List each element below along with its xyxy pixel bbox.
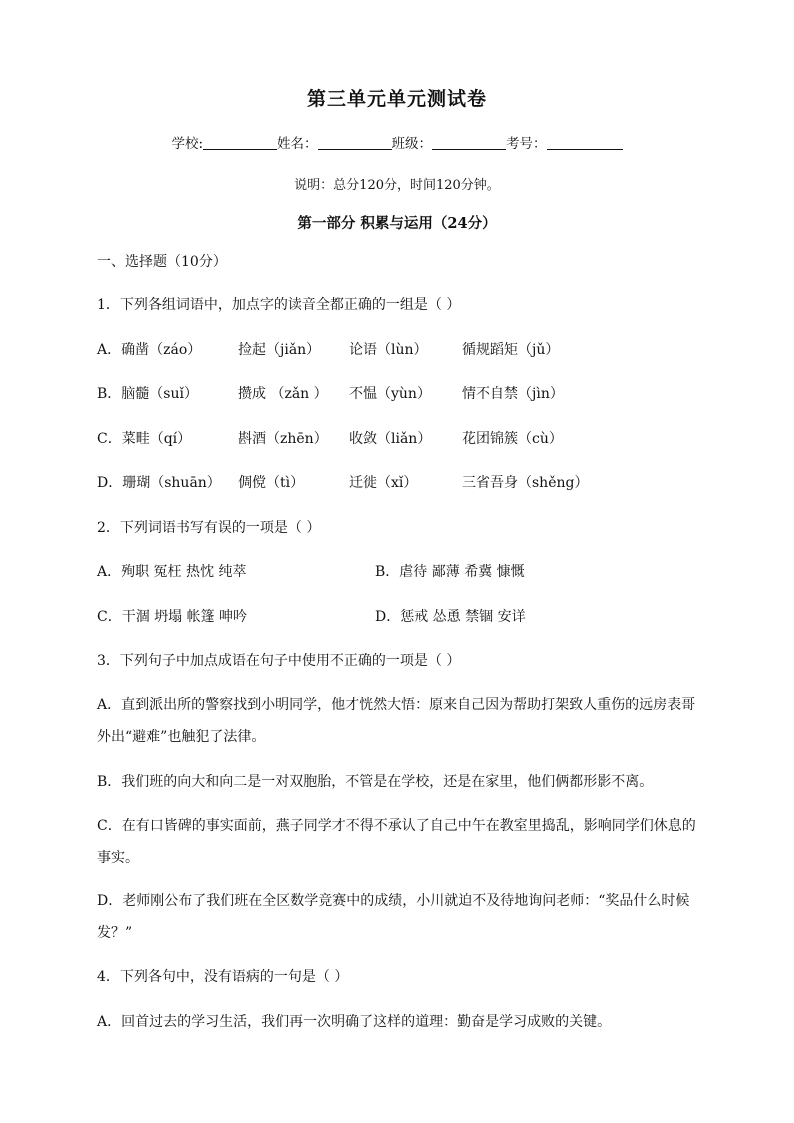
name-blank[interactable] [318,135,392,150]
section-heading: 一、选择题（10分） [97,254,227,270]
school-label: 学校: [171,136,204,152]
page-title: 第三单元单元测试卷 [306,88,487,110]
school-blank[interactable] [203,135,277,150]
q4-option-a: A．回首过去的学习生活，我们再一次明确了这样的道理：勤奋是学习成败的关键。 [97,1014,612,1030]
exam-note: 说明：总分120分，时间120分钟。 [294,178,500,193]
student-info-line [0,132,794,152]
q3-option-d-line-1: D．老师刚公布了我们班在全区数学竞赛中的成绩，小川就迫不及待地询问老师：“奖品什么时候 [97,893,690,909]
q1-option-a-4: 循规蹈矩（jǔ） [462,342,560,358]
q3-option-c-line-2: 事实。 [97,850,139,866]
q1-option-d-4: 三省吾身（shěng） [462,475,589,491]
q3-option-a-line-2: 外出“避难”也触犯了法律。 [97,729,266,745]
q3-option-a-line-1: A．直到派出所的警察找到小明同学，他才恍然大悟：原来自己因为帮助打架致人重伤的远房表哥 [97,697,696,713]
q2-option-a: A．殉职 冤枉 热忱 纯萃 [97,564,247,580]
class-blank[interactable] [432,135,506,150]
q1-option-b-4: 情不自禁（jìn） [462,386,564,402]
question-3-stem: 3．下列句子中加点成语在句子中使用不正确的一项是（ ） [97,653,461,669]
name-label: 姓名： [277,136,318,152]
q2-option-c: C．干涸 坍塌 帐篷 呻吟 [97,609,248,625]
question-1-stem: 1．下列各组词语中，加点字的读音全都正确的一组是（ ） [97,297,461,313]
q2-option-b: B．虐待 鄙薄 希冀 慷慨 [375,564,525,580]
q1-option-b-2: 攒成 （zǎn ） [238,386,328,402]
question-4-stem: 4．下列各句中，没有语病的一句是（ ） [97,969,349,985]
exam-number-blank[interactable] [547,135,623,150]
q1-option-a-3: 论语（lùn） [349,342,428,358]
q3-option-b: B．我们班的向大和向二是一对双胞胎，不管是在学校，还是在家里，他们俩都形影不离。 [97,774,654,790]
question-2-stem: 2．下列词语书写有误的一项是（ ） [97,520,321,536]
q1-option-a-2: 捡起（jiǎn） [238,342,321,358]
q2-option-d: D．惩戒 怂恿 禁锢 安详 [375,609,526,625]
part-heading: 第一部分 积累与运用（24分） [297,215,497,232]
q1-option-a-1: A．确凿（záo） [97,342,202,358]
q3-option-c-line-1: C．在有口皆碑的事实面前，燕子同学才不得不承认了自己中午在教室里捣乱，影响同学们休息的 [97,818,696,834]
q3-option-d-line-2: 发？” [97,925,133,941]
q1-option-b-1: B．脑髓（suǐ） [97,386,198,402]
q1-option-c-2: 斟酒（zhēn） [238,431,328,447]
q1-option-c-1: C．菜畦（qí） [97,431,192,447]
q1-option-c-3: 收敛（liǎn） [349,431,432,447]
q1-option-c-4: 花团锦簇（cù） [462,431,563,447]
class-label: 班级： [391,136,433,152]
q1-option-d-3: 迁徙（xǐ） [349,475,418,491]
q1-option-d-2: 倜傥（tì） [238,475,305,491]
exam-number-label: 考号： [506,136,547,152]
q1-option-d-1: D．珊瑚（shuān） [97,475,221,491]
q1-option-b-3: 不愠（yùn） [349,386,431,402]
